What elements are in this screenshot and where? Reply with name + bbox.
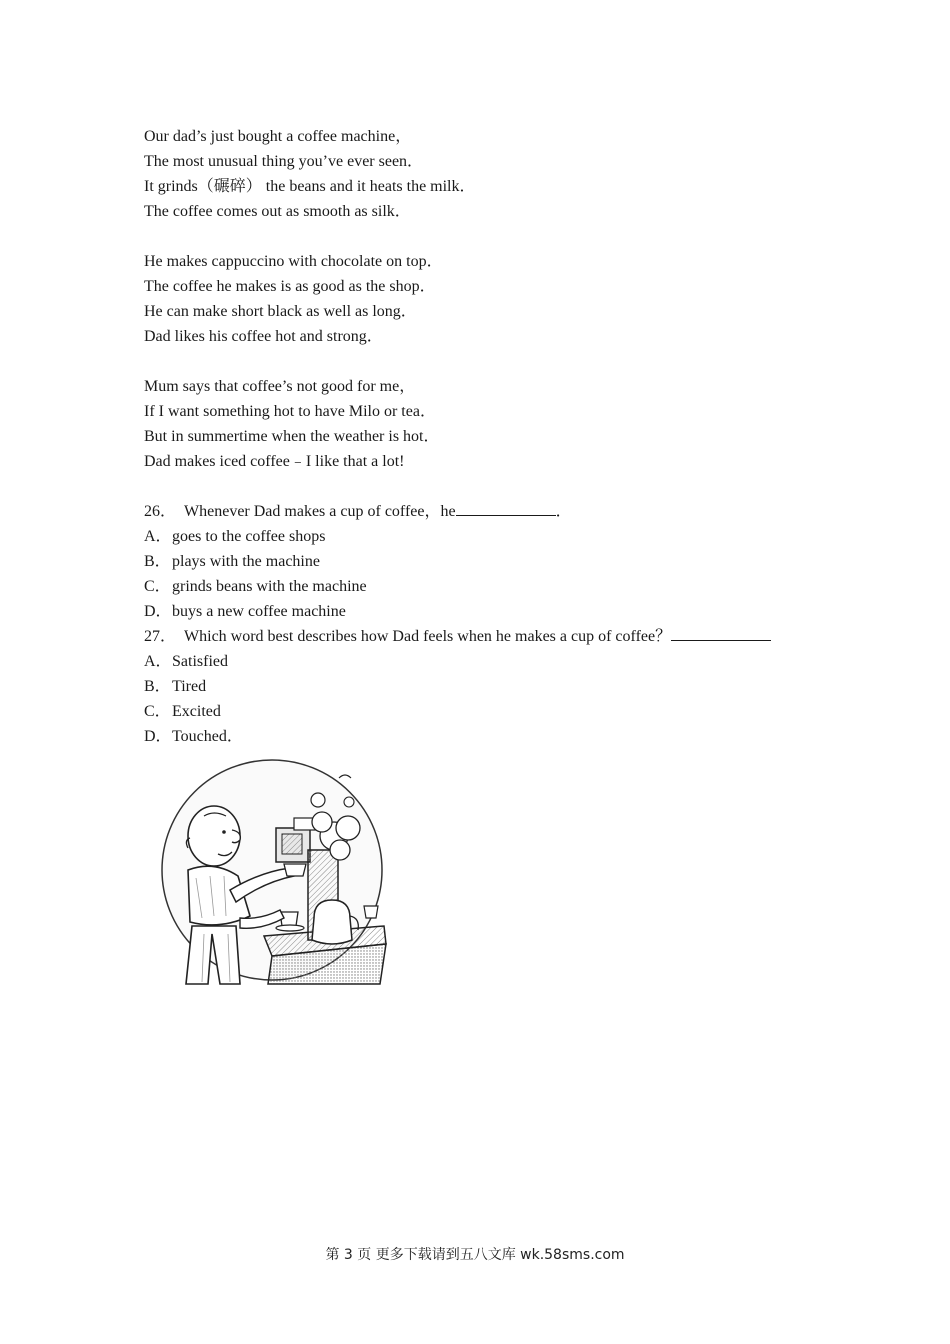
option-b[interactable] bbox=[144, 674, 844, 699]
option-text: Satisfied bbox=[172, 653, 228, 670]
option-c[interactable] bbox=[144, 699, 844, 724]
option-text: plays with the machine bbox=[172, 553, 320, 570]
answer-blank[interactable] bbox=[671, 624, 771, 641]
option-letter: B． bbox=[144, 678, 171, 695]
option-d[interactable] bbox=[144, 724, 844, 749]
question-text: Which word best describes how Dad feels when he makes a cup of coffee？ bbox=[184, 628, 672, 645]
man-making-coffee-illustration bbox=[144, 758, 398, 986]
option-letter: B． bbox=[144, 553, 171, 570]
option-letter: C． bbox=[144, 703, 171, 720]
poem-line: Our dad’s just bought a coffee machine， bbox=[144, 128, 412, 145]
option-b[interactable] bbox=[144, 549, 844, 574]
poem-stanza-3 bbox=[144, 374, 844, 474]
poem-line: Dad likes his coffee hot and strong． bbox=[144, 328, 383, 345]
option-letter: D． bbox=[144, 728, 172, 745]
answer-blank[interactable] bbox=[456, 499, 556, 516]
option-letter: C． bbox=[144, 578, 171, 595]
poem-line: Mum says that coffee’s not good for me， bbox=[144, 378, 416, 395]
question-text-end: ． bbox=[555, 503, 572, 520]
option-text: goes to the coffee shops bbox=[172, 528, 326, 545]
option-c[interactable] bbox=[144, 574, 844, 599]
option-letter: A． bbox=[144, 653, 172, 670]
question-number: 27． bbox=[144, 628, 177, 645]
question-26 bbox=[144, 499, 844, 624]
option-text: Tired bbox=[172, 678, 207, 695]
option-text: Touched． bbox=[172, 728, 243, 745]
option-d[interactable] bbox=[144, 599, 844, 624]
poem-stanza-1 bbox=[144, 124, 844, 224]
question-text: Whenever Dad makes a cup of coffee，he bbox=[184, 503, 456, 520]
page-content bbox=[144, 124, 844, 749]
option-text: grinds beans with the machine bbox=[172, 578, 367, 595]
poem-line: Dad makes iced coffee﹣I like that a lot! bbox=[144, 453, 405, 470]
option-letter: A． bbox=[144, 528, 172, 545]
poem-line: It grinds（碾碎） the beans and it heats the milk． bbox=[144, 178, 476, 195]
option-a[interactable] bbox=[144, 524, 844, 549]
question-stem bbox=[144, 624, 844, 649]
option-letter: D． bbox=[144, 603, 172, 620]
poem-line: But in summertime when the weather is hot． bbox=[144, 428, 440, 445]
option-text: Excited bbox=[172, 703, 221, 720]
poem-line: The coffee comes out as smooth as silk． bbox=[144, 203, 411, 220]
poem-line: If I want something hot to have Milo or tea． bbox=[144, 403, 436, 420]
question-stem bbox=[144, 499, 844, 524]
option-a[interactable] bbox=[144, 649, 844, 674]
option-text: buys a new coffee machine bbox=[172, 603, 346, 620]
poem-line: The most unusual thing you’ve ever seen． bbox=[144, 153, 424, 170]
page-footer: 第 3 页 更多下载请到五八文库 wk.58sms.com bbox=[325, 1247, 625, 1263]
poem-line: He makes cappuccino with chocolate on top． bbox=[144, 253, 443, 270]
poem-stanza-2 bbox=[144, 249, 844, 349]
poem-line: He can make short black as well as long． bbox=[144, 303, 417, 320]
coffee-illustration-icon bbox=[144, 758, 398, 986]
question-27 bbox=[144, 624, 844, 749]
question-number: 26． bbox=[144, 503, 177, 520]
poem-line: The coffee he makes is as good as the shop． bbox=[144, 278, 436, 295]
